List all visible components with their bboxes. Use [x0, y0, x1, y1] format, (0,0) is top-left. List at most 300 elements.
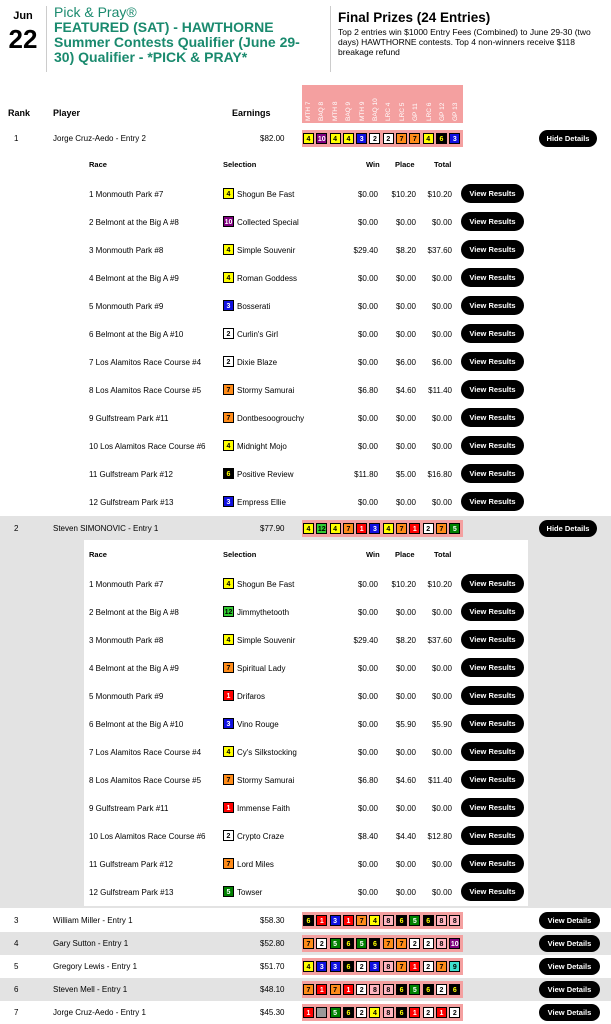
details-col-total: Total [434, 160, 452, 169]
details-row [84, 236, 528, 264]
saddle-number: 5 [409, 915, 420, 926]
race-name: 4 Belmont at the Big A #9 [89, 274, 179, 283]
saddle-number: 4 [223, 188, 234, 199]
view-results-button[interactable]: View Results [461, 770, 524, 789]
saddle-number: 3 [330, 915, 341, 926]
total-amount: $0.00 [431, 498, 452, 507]
horse-name: Dixie Blaze [237, 358, 278, 367]
race-name: 12 Gulfstream Park #13 [89, 888, 174, 897]
details-col-win: Win [366, 550, 380, 559]
saddle-number: 4 [223, 244, 234, 255]
contest-date [0, 10, 46, 52]
saddle-number: 6 [396, 1007, 407, 1018]
place-amount: $5.90 [395, 720, 416, 729]
saddle-number: 5 [449, 523, 460, 534]
win-amount: $0.00 [357, 330, 378, 339]
race-code-header [329, 85, 342, 123]
date-day: 22 [8, 24, 38, 54]
entry-rank: 5 [14, 962, 19, 971]
race-code-label: MTH 8 [331, 101, 339, 121]
saddle-number: 5 [223, 886, 234, 897]
saddle-number: 1 [223, 690, 234, 701]
player-column-header: Player [53, 108, 81, 118]
view-results-button[interactable]: View Results [461, 742, 524, 761]
win-amount: $29.40 [353, 636, 378, 645]
saddle-number: 5 [330, 938, 341, 949]
view-results-button[interactable]: View Results [461, 686, 524, 705]
details-col-place: Place [395, 550, 415, 559]
saddle-number: 4 [223, 272, 234, 283]
horse-name: Shogun Be Fast [237, 580, 295, 589]
saddle-number: 6 [436, 133, 447, 144]
race-code-label: MTH 7 [305, 101, 312, 121]
place-amount: $8.20 [395, 636, 416, 645]
race-code-header [449, 85, 462, 123]
place-amount: $0.00 [395, 498, 416, 507]
saddle-number: 4 [330, 523, 341, 534]
view-results-button[interactable]: View Results [461, 212, 524, 231]
view-results-button[interactable]: View Results [461, 854, 524, 873]
race-code-label: GP 13 [452, 102, 460, 121]
race-name: 1 Monmouth Park #7 [89, 580, 164, 589]
entry-earnings: $48.10 [260, 985, 285, 994]
place-amount: $8.20 [395, 246, 416, 255]
saddle-number: 6 [223, 468, 234, 479]
saddle-number: 3 [223, 496, 234, 507]
entry-rank: 7 [14, 1008, 19, 1017]
place-amount: $0.00 [395, 330, 416, 339]
win-amount: $0.00 [357, 358, 378, 367]
horse-name: Stormy Samurai [237, 776, 295, 785]
race-name: 2 Belmont at the Big A #8 [89, 218, 179, 227]
entry-rank: 4 [14, 939, 19, 948]
details-row [84, 794, 528, 822]
win-amount: $29.40 [353, 246, 378, 255]
details-row [84, 878, 528, 906]
race-code-header [382, 85, 395, 123]
horse-name: Vino Rouge [237, 720, 279, 729]
view-results-button[interactable]: View Results [461, 492, 524, 511]
race-code-label: LRC 5 [398, 102, 406, 121]
win-amount: $6.80 [357, 386, 378, 395]
details-row [84, 682, 528, 710]
race-name: 8 Los Alamitos Race Course #5 [89, 386, 202, 395]
total-amount: $0.00 [431, 414, 452, 423]
rank-column-header: Rank [8, 108, 31, 118]
saddle-number: 7 [396, 961, 407, 972]
race-codes-header [302, 85, 463, 123]
saddle-number: 3 [223, 718, 234, 729]
saddle-number: 7 [330, 984, 341, 995]
saddle-number: 7 [396, 133, 407, 144]
saddle-number: 3 [369, 961, 380, 972]
total-amount: $0.00 [431, 608, 452, 617]
win-amount: $8.40 [357, 832, 378, 841]
hide-details-button[interactable]: Hide Details [539, 130, 597, 147]
entry-row [0, 518, 611, 538]
horse-name: Roman Goddess [237, 274, 298, 283]
view-details-button[interactable]: View Details [539, 912, 600, 929]
total-amount: $11.40 [428, 776, 452, 785]
view-details-button[interactable]: View Details [539, 981, 600, 998]
horse-name: Positive Review [237, 470, 294, 479]
race-name: 9 Gulfstream Park #11 [89, 414, 169, 423]
saddle-number: 2 [356, 961, 367, 972]
win-amount: $0.00 [357, 692, 378, 701]
race-code-label: BAQ 8 [318, 101, 326, 121]
date-month: Jun [13, 10, 33, 22]
entry-row [0, 128, 611, 148]
win-amount: $0.00 [357, 860, 378, 869]
saddle-number: 3 [356, 133, 367, 144]
saddle-number: 7 [356, 915, 367, 926]
total-amount: $0.00 [431, 888, 452, 897]
saddle-number: 4 [223, 440, 234, 451]
race-name: 4 Belmont at the Big A #9 [89, 664, 179, 673]
details-row [84, 822, 528, 850]
saddle-number: 7 [436, 961, 447, 972]
race-code-label: GP 11 [412, 103, 420, 121]
view-results-button[interactable]: View Results [461, 602, 524, 621]
view-details-button[interactable]: View Details [539, 935, 600, 952]
saddle-number: 8 [383, 1007, 394, 1018]
details-col-total: Total [434, 550, 452, 559]
horse-name: Immense Faith [237, 804, 290, 813]
total-amount: $0.00 [431, 664, 452, 673]
saddle-number: 6 [343, 1007, 354, 1018]
saddle-number: 2 [449, 1007, 460, 1018]
saddle-number: 2 [423, 523, 434, 534]
saddle-number: 7 [223, 774, 234, 785]
prizes-description: Top 2 entries win $1000 Entry Fees (Combined) to June 29-30 (two days) HAWTHORNE contests. Top 4 non-winners receive $118 breakage refund [338, 27, 591, 57]
race-name: 8 Los Alamitos Race Course #5 [89, 776, 202, 785]
divider [46, 6, 47, 72]
saddle-number: 9 [449, 961, 460, 972]
saddle-number: 4 [303, 523, 314, 534]
saddle-number: 3 [449, 133, 460, 144]
total-amount: $0.00 [431, 330, 452, 339]
total-amount: $37.60 [427, 246, 452, 255]
saddle-number: 7 [409, 133, 420, 144]
race-name: 6 Belmont at the Big A #10 [89, 330, 184, 339]
horse-name: Simple Souvenir [237, 246, 296, 255]
earnings-column-header: Earnings [232, 108, 271, 118]
details-row [84, 738, 528, 766]
saddle-number: 3 [330, 961, 341, 972]
details-row [84, 376, 528, 404]
saddle-number: 7 [223, 858, 234, 869]
race-code-label: BAQ 10 [371, 98, 379, 121]
horse-name: Dontbesoogrouchy [237, 414, 305, 423]
contest-header [0, 0, 611, 80]
saddle-number: 4 [223, 746, 234, 757]
race-name: 11 Gulfstream Park #12 [89, 470, 173, 479]
saddle-number: 1 [356, 523, 367, 534]
saddle-number: 3 [316, 961, 327, 972]
win-amount: $0.00 [357, 608, 378, 617]
saddle-number: 8 [449, 915, 460, 926]
race-code-label: LRC 6 [425, 102, 433, 121]
saddle-number: 12 [223, 606, 234, 617]
view-results-button[interactable]: View Results [461, 574, 524, 593]
total-amount: $0.00 [431, 692, 452, 701]
selection-strip [302, 130, 463, 147]
view-results-button[interactable]: View Results [461, 408, 524, 427]
saddle-number: 8 [436, 915, 447, 926]
total-amount: $10.20 [427, 190, 452, 199]
saddle-number: 8 [383, 915, 394, 926]
selection-strip [302, 935, 463, 952]
entry-player: Steven SIMONOVIC - Entry 1 [53, 524, 159, 533]
saddle-number: 6 [396, 915, 407, 926]
saddle-number: 8 [369, 984, 380, 995]
view-results-button[interactable]: View Results [461, 184, 524, 203]
saddle-number: 1 [409, 1007, 420, 1018]
entry-row [0, 979, 611, 999]
saddle-number: 7 [396, 938, 407, 949]
hide-details-button[interactable]: Hide Details [539, 520, 597, 537]
saddle-number: 1 [316, 984, 327, 995]
selection-strip [302, 958, 463, 975]
race-code-header [436, 85, 449, 123]
total-amount: $5.90 [431, 720, 452, 729]
saddle-number: 4 [369, 915, 380, 926]
saddle-number: 2 [423, 961, 434, 972]
horse-name: Crypto Craze [237, 832, 285, 841]
win-amount: $0.00 [357, 580, 378, 589]
total-amount: $12.80 [427, 832, 452, 841]
entry-rank: 2 [14, 524, 19, 533]
saddle-number: 1 [303, 1007, 314, 1018]
place-amount: $0.00 [395, 218, 416, 227]
win-amount: $0.00 [357, 720, 378, 729]
entry-row [0, 933, 611, 953]
race-name: 9 Gulfstream Park #11 [89, 804, 169, 813]
win-amount: $0.00 [357, 274, 378, 283]
details-row [84, 766, 528, 794]
place-amount: $6.00 [395, 358, 416, 367]
race-code-label: GP 12 [438, 102, 446, 121]
view-results-button[interactable]: View Results [461, 436, 524, 455]
divider [330, 6, 331, 72]
saddle-number: 4 [423, 133, 434, 144]
prizes-title: Final Prizes (24 Entries) [338, 10, 491, 25]
horse-name: Jimmythetooth [237, 608, 290, 617]
view-details-button[interactable]: View Details [539, 1004, 600, 1021]
race-code-header [302, 85, 315, 123]
entry-earnings: $45.30 [260, 1008, 285, 1017]
saddle-number: 1 [316, 915, 327, 926]
view-results-button[interactable]: View Results [461, 268, 524, 287]
entry-player: Gary Sutton - Entry 1 [53, 939, 129, 948]
details-header [84, 540, 528, 570]
details-row [84, 626, 528, 654]
saddle-number: 4 [223, 578, 234, 589]
saddle-number: 2 [356, 1007, 367, 1018]
details-row [84, 432, 528, 460]
view-details-button[interactable]: View Details [539, 958, 600, 975]
race-name: 5 Monmouth Park #9 [89, 692, 164, 701]
race-code-header [369, 85, 382, 123]
total-amount: $0.00 [431, 302, 452, 311]
entry-earnings: $51.70 [260, 962, 285, 971]
race-name: 10 Los Alamitos Race Course #6 [89, 832, 206, 841]
race-name: 1 Monmouth Park #7 [89, 190, 164, 199]
horse-name: Shogun Be Fast [237, 190, 295, 199]
view-results-button[interactable]: View Results [461, 352, 524, 371]
win-amount: $0.00 [357, 218, 378, 227]
place-amount: $5.00 [395, 470, 416, 479]
place-amount: $0.00 [395, 692, 416, 701]
place-amount: $4.40 [395, 832, 416, 841]
total-amount: $6.00 [431, 358, 452, 367]
view-results-button[interactable]: View Results [461, 296, 524, 315]
details-table [84, 150, 528, 516]
saddle-number: 1 [436, 1007, 447, 1018]
horse-name: Empress Ellie [237, 498, 286, 507]
entry-player: Gregory Lewis - Entry 1 [53, 962, 138, 971]
saddle-number: 1 [409, 961, 420, 972]
saddle-number: 1 [223, 802, 234, 813]
race-code-label: LRC 4 [385, 102, 393, 121]
horse-name: Simple Souvenir [237, 636, 296, 645]
entry-player: Jorge Cruz-Aedo - Entry 1 [53, 1008, 146, 1017]
saddle-number: 6 [396, 984, 407, 995]
selection-strip [302, 520, 463, 537]
details-row [84, 488, 528, 516]
total-amount: $0.00 [431, 218, 452, 227]
race-name: 10 Los Alamitos Race Course #6 [89, 442, 206, 451]
saddle-number: 7 [303, 984, 314, 995]
win-amount: $6.80 [357, 776, 378, 785]
total-amount: $0.00 [431, 442, 452, 451]
details-row [84, 710, 528, 738]
saddle-number: 10 [316, 133, 327, 144]
saddle-number: 2 [316, 938, 327, 949]
details-row [84, 320, 528, 348]
horse-name: Lord Miles [237, 860, 274, 869]
saddle-number: 6 [343, 961, 354, 972]
win-amount: $0.00 [357, 888, 378, 897]
view-results-button[interactable]: View Results [461, 882, 524, 901]
total-amount: $37.60 [427, 636, 452, 645]
view-results-button[interactable]: View Results [461, 464, 524, 483]
entry-player: William Miller - Entry 1 [53, 916, 133, 925]
saddle-number: 4 [223, 634, 234, 645]
details-col-race: Race [89, 550, 107, 559]
details-col-selection: Selection [223, 550, 257, 559]
saddle-number: 6 [449, 984, 460, 995]
prizes-panel [338, 10, 610, 57]
horse-name: Drifaros [237, 692, 266, 701]
win-amount: $0.00 [357, 190, 378, 199]
saddle-number: 10 [223, 216, 234, 227]
saddle-number: 7 [383, 938, 394, 949]
saddle-number: 4 [330, 133, 341, 144]
details-row [84, 180, 528, 208]
place-amount: $4.60 [395, 386, 416, 395]
saddle-number: 2 [423, 938, 434, 949]
saddle-number: 8 [383, 984, 394, 995]
saddle-number: 2 [223, 830, 234, 841]
place-amount: $0.00 [395, 302, 416, 311]
win-amount: $0.00 [357, 664, 378, 673]
place-amount: $10.20 [391, 190, 416, 199]
total-amount: $0.00 [431, 804, 452, 813]
entry-player: Jorge Cruz-Aedo - Entry 2 [53, 134, 146, 143]
saddle-number: 8 [383, 961, 394, 972]
total-amount: $10.20 [427, 580, 452, 589]
saddle-number: 10 [449, 938, 460, 949]
details-row [84, 460, 528, 488]
view-results-button[interactable]: View Results [461, 324, 524, 343]
selection-strip [302, 1004, 463, 1021]
view-results-button[interactable]: View Results [461, 240, 524, 259]
race-code-header [315, 85, 328, 123]
saddle-number: 7 [343, 523, 354, 534]
saddle-number: 7 [223, 412, 234, 423]
view-results-button[interactable]: View Results [461, 380, 524, 399]
place-amount: $0.00 [395, 274, 416, 283]
race-name: 3 Monmouth Park #8 [89, 246, 164, 255]
saddle-number: 2 [383, 133, 394, 144]
entry-rank: 6 [14, 985, 19, 994]
win-amount: $11.80 [354, 470, 378, 479]
saddle-number: 7 [303, 938, 314, 949]
saddle-number: 7 [223, 662, 234, 673]
place-amount: $0.00 [395, 442, 416, 451]
race-name: 5 Monmouth Park #9 [89, 302, 164, 311]
details-row [84, 292, 528, 320]
view-results-button[interactable]: View Results [461, 630, 524, 649]
race-name: 11 Gulfstream Park #12 [89, 860, 173, 869]
view-results-button[interactable]: View Results [461, 714, 524, 733]
details-row [84, 208, 528, 236]
saddle-number: 2 [436, 984, 447, 995]
details-row [84, 404, 528, 432]
contest-name: FEATURED (SAT) - HAWTHORNE Summer Contests Qualifier (June 29-30) Qualifier - *PICK & PRAY* [54, 19, 300, 65]
total-amount: $0.00 [431, 274, 452, 283]
race-code-header [409, 85, 422, 123]
place-amount: $10.20 [391, 580, 416, 589]
saddle-number: 2 [223, 356, 234, 367]
horse-name: Towser [237, 888, 263, 897]
entry-row [0, 956, 611, 976]
saddle-number [316, 1007, 327, 1018]
entry-earnings: $82.00 [260, 134, 285, 143]
view-results-button[interactable]: View Results [461, 658, 524, 677]
place-amount: $0.00 [395, 608, 416, 617]
view-results-button[interactable]: View Results [461, 826, 524, 845]
horse-name: Midnight Mojo [237, 442, 287, 451]
horse-name: Curlin's Girl [237, 330, 279, 339]
saddle-number: 5 [409, 984, 420, 995]
saddle-number: 6 [303, 915, 314, 926]
place-amount: $0.00 [395, 804, 416, 813]
details-row [84, 850, 528, 878]
race-code-label: MTH 9 [358, 101, 366, 121]
place-amount: $4.60 [395, 776, 416, 785]
place-amount: $0.00 [395, 748, 416, 757]
race-name: 7 Los Alamitos Race Course #4 [89, 748, 202, 757]
race-code-header [356, 85, 369, 123]
saddle-number: 5 [356, 938, 367, 949]
saddle-number: 7 [436, 523, 447, 534]
saddle-number: 4 [303, 961, 314, 972]
race-code-label: BAQ 9 [345, 101, 353, 121]
view-results-button[interactable]: View Results [461, 798, 524, 817]
place-amount: $0.00 [395, 664, 416, 673]
